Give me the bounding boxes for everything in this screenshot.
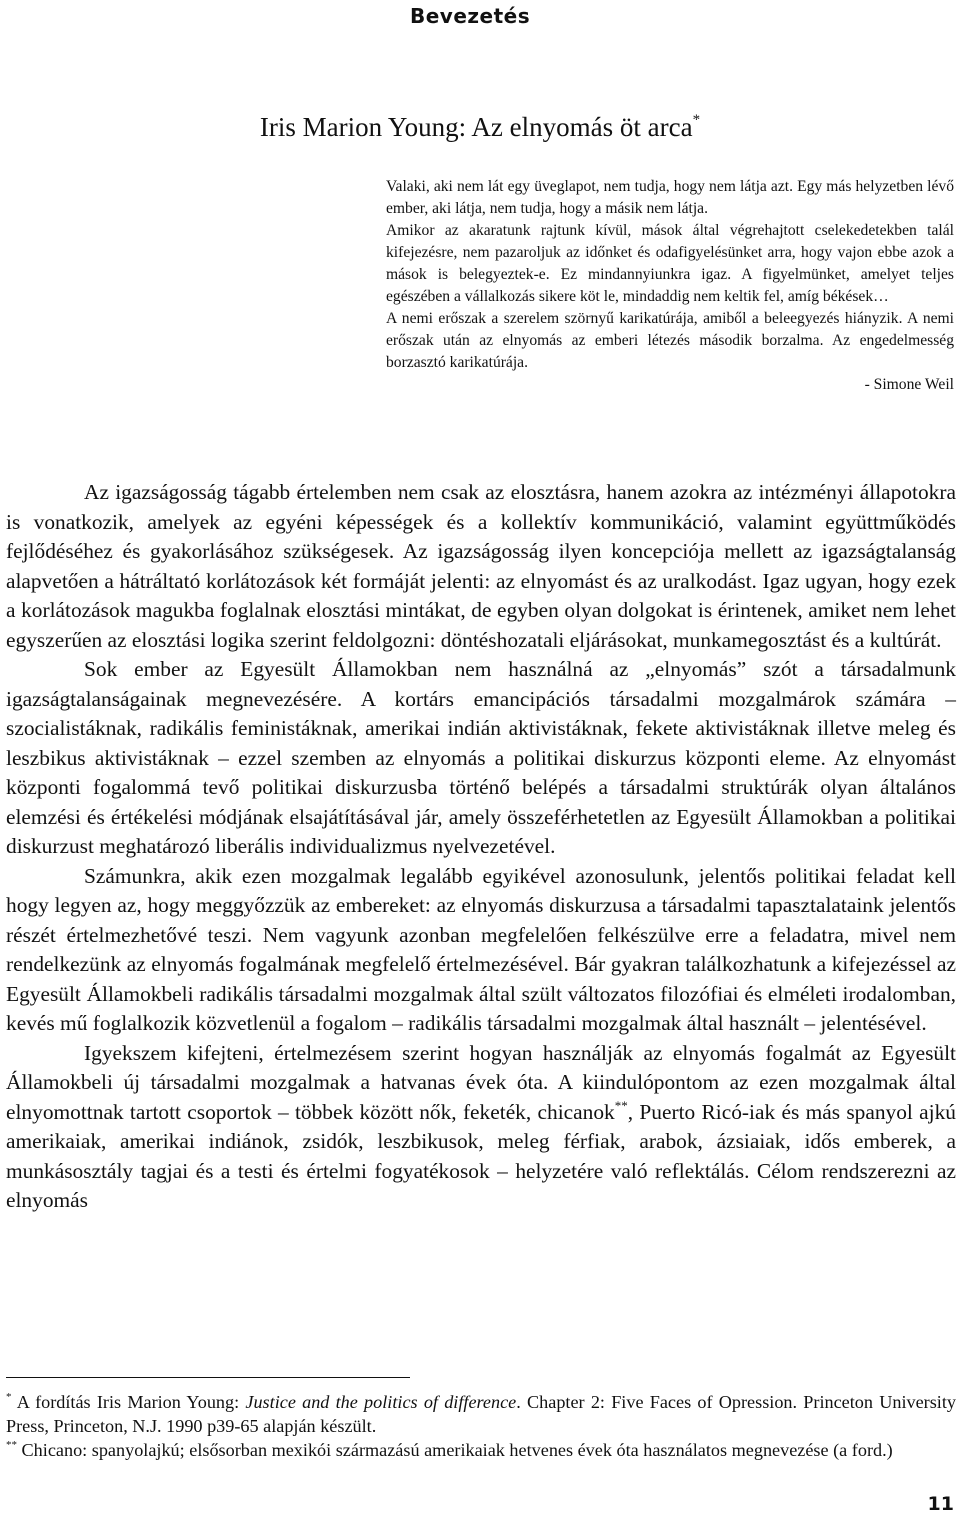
footnote-mark: *: [6, 1391, 12, 1403]
page-number: 11: [927, 1493, 954, 1515]
epigraph: [386, 176, 954, 396]
body-paragraph: Az igazságosság tágabb értelemben nem csak az elosztásra, hanem azokra az intézményi állapotokra is vonatkozik, amelyek az egyéni képességek és a kollektív kommunikáció, valamint együttműködés fejlődéséhez és gyakorlásához szükségesek. Az igazságosság ilyen koncepciója mellett az igazságtalanság alapvetően a hátráltató korlátozások két formáját jelenti: az elnyomást és az uralkodást. Igaz ugyan, hogy ezek a korlátozások magukba foglalnak elosztási mintákat, de egyben olyan dolgokat is érintenek, amiket nem lehet egyszerűen az elosztási logika szerint feldolgozni: döntéshozatali eljárásokat, munkamegosztást és a kultúrát.: [6, 480, 956, 652]
footnote: [6, 1390, 956, 1438]
footnote-text: . Chapter 2: Five Faces of Opression. Princeton University Press, Princeton, N.J. 1990 p39-65 alapján készült.: [6, 1392, 956, 1436]
body-paragraph: Sok ember az Egyesült Államokban nem használná az „elnyomás” szót a társadalmunk igazságtalanságainak megnevezésére. A kortárs emancipációs társadalmi mozgalmárok számára – szocialistáknak, radikális feministáknak, amerikai indián aktivistáknak, fekete aktivistáknak illetve meleg és leszbikus aktivistáknak – ezzel szemben az elnyomás a politikai diskurzus központi eleme. Az elnyomást központi fogalommá tevő politikai diskurzusba történő belépés a társadalmi struktúrák olyan általános elemzési és értékelési módjának elsajátításával jár, amely összeférhetetlen az Egyesült Államokban a politikai diskurzust meghatározó liberális individualizmus nyelvezetével.: [6, 657, 956, 858]
footnote-divider: [6, 1377, 410, 1378]
footnote: [6, 1438, 956, 1462]
footnote-reference: **: [614, 1097, 628, 1113]
footnote-text: Chicano: spanyolajkú; elsősorban mexikói származású amerikaiak hetvenes évek óta használatos megnevezése (a ford.): [17, 1440, 893, 1460]
footnote-text: A fordítás Iris Marion Young:: [11, 1392, 246, 1412]
title-footnote-mark: *: [692, 112, 701, 128]
body-text-segment: Igyekszem kifejteni, értelmezésem szerint hogyan használják az elnyomás fogalmát az Egyesült Államokbeli új társadalmi mozgalmak a hatvanas évek óta. A kiindulópontom az ezen mozgalmak által elnyomottnak tartott csoportok – többek között nők, feketék, chicanok: [6, 1040, 956, 1124]
epigraph-author: - Simone Weil: [864, 376, 954, 393]
epigraph-paragraph: Amikor az akaratunk rajtunk kívül, mások által végrehajtott cselekedetekben talál kifejezésre, nem pazaroljuk az időnket és odafigyelésünket arra, hogy vajon ebbe azok a mások is belegyeztek-e. Ez mindannyiunkra igaz. A figyelmünket, amelyet teljes egészében a vállalkozás sikere köt le, mindaddig nem keltik fel, amíg békések…: [386, 222, 954, 305]
epigraph-paragraph: Valaki, aki nem lát egy üveglapot, nem tudja, hogy nem látja azt. Egy más helyzetben lévő ember, aki látja, nem tudja, hogy a másik nem látja.: [386, 178, 954, 217]
footnotes: [6, 1390, 956, 1462]
body-paragraph: Számunkra, akik ezen mozgalmak legalább egyikével azonosulunk, jelentős politikai feladat kell hogy legyen az, hogy meggyőzzük az embereket: az elnyomás diskurzusa a társadalmi tapasztalataink jelentős részét értelmezhetővé teszi. Nem vagyunk azonban megfelelően felkészülve erre a feladatra, mivel nem rendelkezünk az elnyomás fogalmának megfelelő értelmezésével. Bár gyakran találkozhatunk a kifejezéssel az Egyesült Államokbeli radikális társadalmi mozgalmak által szült változatos filozófiai és elméleti irodalomban, kevés mű foglalkozik közvetlenül a fogalom – radikális társadalmi mozgalmak által használt – jelentésével.: [6, 863, 956, 1035]
body-paragraph: [6, 1039, 956, 1216]
footnote-book-title: Justice and the politics of difference: [245, 1392, 517, 1412]
article-title: [0, 112, 960, 143]
body-text-segment: , Puerto Ricó-iak és más spanyol ajkú amerikaiak, amerikai indiánok, zsidók, leszbikusok, meleg férfiak, arabok, ázsiaiak, idős emberek, a munkásosztály tagjai és a testi és értelmi fogyatékosok – helyzetére való reflektálás. Célom rendszerezni az elnyomás: [6, 1099, 956, 1212]
section-heading: Bevezetés: [410, 4, 531, 28]
body-text: [6, 478, 956, 1216]
title-text: Iris Marion Young: Az elnyomás öt arca: [259, 112, 693, 142]
epigraph-paragraph: A nemi erőszak a szerelem szörnyű karikatúrája, amiből a beleegyezés hiányzik. A nemi erőszak után az elnyomás az emberi létezés második borzalma. Az engedelmesség borzasztó karikatúrája.: [386, 310, 954, 371]
footnote-mark: **: [6, 1439, 17, 1451]
